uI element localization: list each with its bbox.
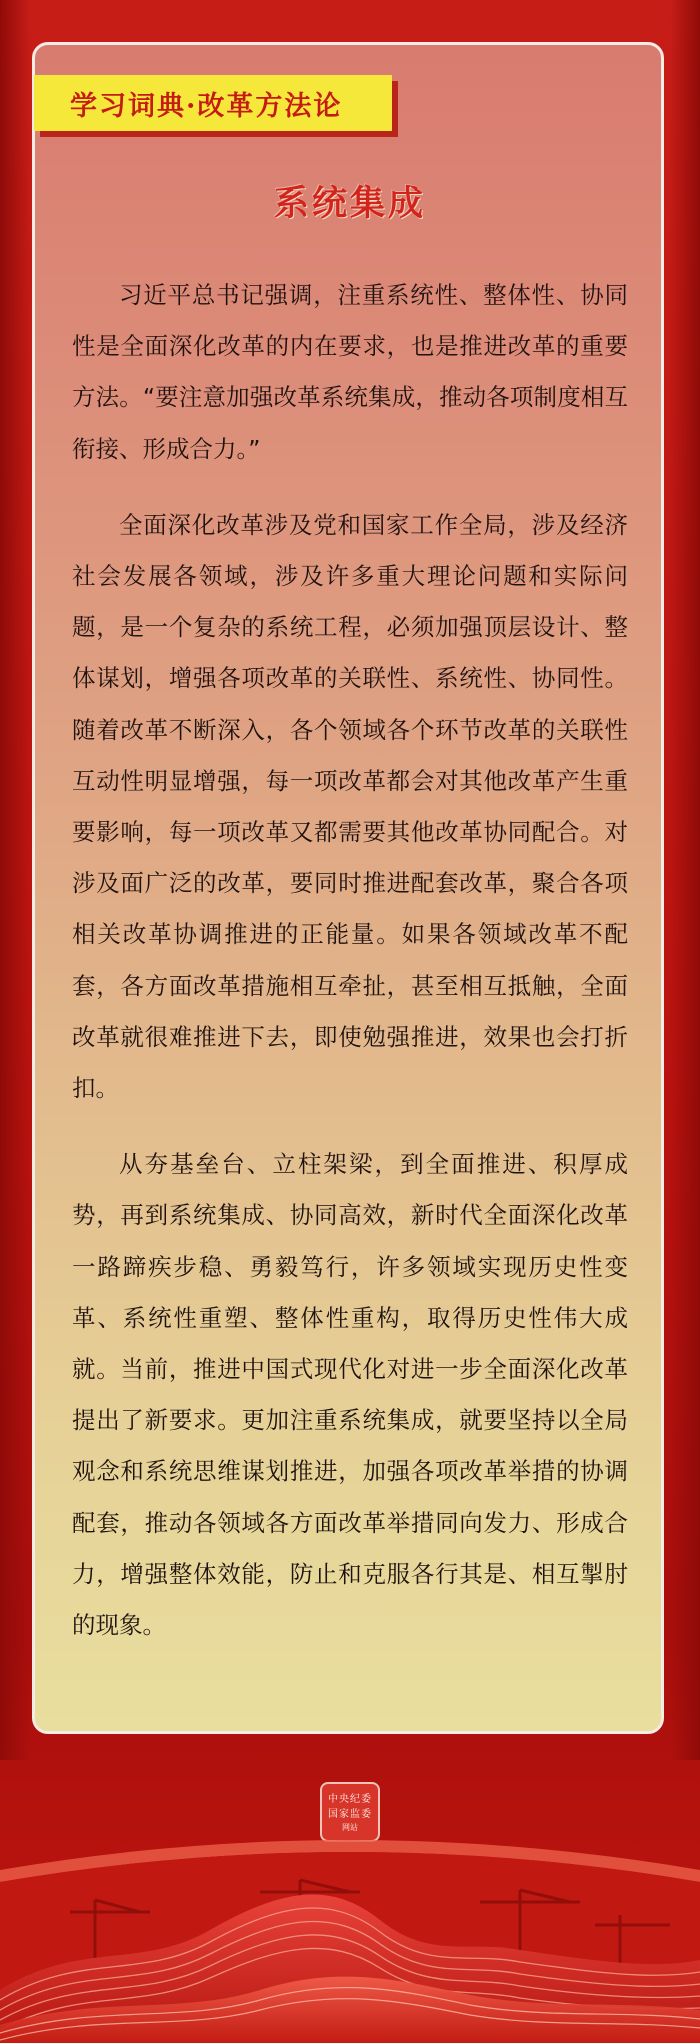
section-banner (34, 75, 392, 131)
paragraph: 习近平总书记强调，注重系统性、整体性、协同性是全面深化改革的内在要求，也是推进改革的重要方法。“要注意加强改革系统集成，推动各项制度相互衔接、形成合力。” (72, 281, 628, 463)
article-body (72, 270, 628, 1651)
right-edge-shade (670, 0, 700, 1760)
paragraph: 从夯基垒台、立柱架梁，到全面推进、积厚成势，再到系统集成、协同高效，新时代全面深化改革一路蹄疾步稳、勇毅笃行，许多领域实现历史性变革、系统性重塑、整体性重构，取得历史性伟大成就。当前，推进中国式现代化对进一步全面深化改革提出了新要求。更加注重系统集成，就要坚持以全局观念和系统思维谋划推进，加强各项改革举措的协调配套，推动各领域各方面改革举措同向发力、形成合力，增强整体效能，防止和克服各行其是、相互掣肘的现象。 (72, 1150, 628, 1640)
paragraph: 全面深化改革涉及党和国家工作全局，涉及经济社会发展各领域，涉及许多重大理论问题和实际问题，是一个复杂的系统工程，必须加强顶层设计、整体谋划，增强各项改革的关联性、系统性、协同性。随着改革不断深入，各个领域各个环节改革的关联性互动性明显增强，每一项改革都会对其他改革产生重要影响，每一项改革又都需要其他改革协同配合。对涉及面广泛的改革，要同时推进配套改革，聚合各项相关改革协调推进的正能量。如果各领域改革不配套，各方面改革措施相互牵扯，甚至相互抵触，全面改革就很难推进下去，即使勉强推进，效果也会打折扣。 (72, 510, 628, 1103)
seal-line: 中央纪委 (328, 1794, 372, 1805)
article-title: 系统集成 (273, 184, 426, 224)
seal-line: 国家监委 (328, 1809, 372, 1820)
decorative-mountains-illustration (0, 1820, 700, 2043)
banner-label: 学习词典·改革方法论 (70, 91, 343, 122)
left-edge-shade (0, 0, 30, 1760)
seal-line: 网站 (342, 1823, 358, 1832)
